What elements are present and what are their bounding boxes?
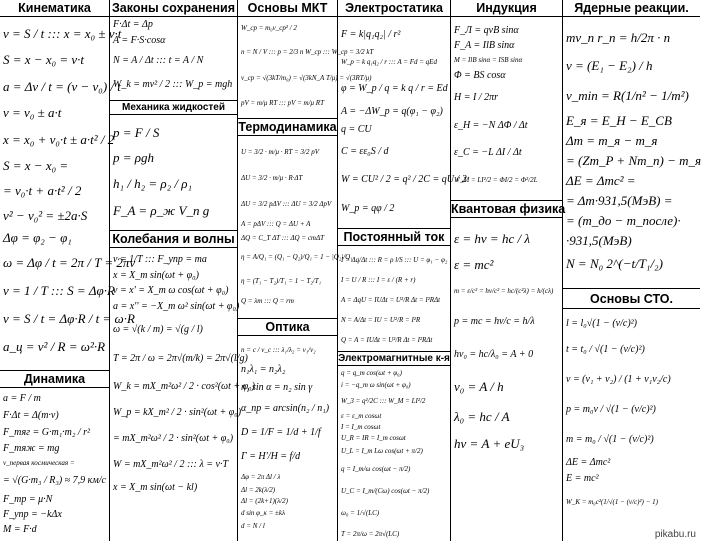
formula: Δl = 2k(λ/2) xyxy=(241,486,276,494)
formula: I = I_m cosωt xyxy=(341,423,381,431)
formula: W_p = qφ / 2 xyxy=(341,203,395,214)
formula: m = ε/c² = hν/c² = hc/(c²λ) = h/(cλ) xyxy=(454,287,554,295)
formula: a = F / m xyxy=(3,393,41,404)
formula: N = N₀ 2^(−t/T₁/₂) xyxy=(566,256,663,271)
formula: ν = 1 / T ::: S = Δφ·R xyxy=(3,283,115,298)
formula: E = mc² xyxy=(566,473,599,484)
formula: = v₀·t + a·t² / 2 xyxy=(3,183,82,198)
formula: p = m₀v / √(1 − (v/c)²) xyxy=(566,404,656,415)
formula: H = I / 2πr xyxy=(454,92,498,103)
fluids-formulas xyxy=(110,115,237,223)
formula: pV = m/μ RT ::: pV = m/μ RT xyxy=(241,99,324,107)
formula: C = εε₀S / d xyxy=(341,146,389,157)
formula: p = mc = hν/c = h/λ xyxy=(454,316,535,327)
formula: ε = hν = hc / λ xyxy=(454,231,530,246)
formula: x = x₀ + v₀·t ± a·t² / 2 xyxy=(3,132,115,147)
formula: Q = λm ::: Q = rm xyxy=(241,297,294,305)
thermo-section xyxy=(238,118,353,318)
formula: a = x'' = −X_m ω² sin(ωt + φ₀) xyxy=(113,301,240,312)
nuclear-section xyxy=(563,0,700,288)
formula: W_M = LI²/2 = ΦI/2 = Φ²/2L xyxy=(454,176,538,184)
formula: v = v₀ ± a·t xyxy=(3,105,62,120)
formula: ω = √(k / m) = √(g / l) xyxy=(113,324,203,335)
formula: N = A / Δt ::: t = A / N xyxy=(113,55,204,66)
formula: E_я = E_H − E_CB xyxy=(566,113,672,128)
formula: W_k = mX_m²ω² / 2 · cos²(ωt + φ₀) xyxy=(113,381,255,392)
formula: ΔE = Δmc² = xyxy=(566,173,636,188)
emwaves-formulas xyxy=(338,366,450,544)
formula: I = Δq/Δt ::: R = ρ l/S ::: U = φ₁ − φ₂ xyxy=(341,256,448,264)
formula: hν = A + eU₃ xyxy=(454,436,525,451)
formula: D = 1/F = 1/d + 1/f xyxy=(241,427,321,438)
column-nuclear xyxy=(563,0,700,541)
sto-title: Основы СТО. xyxy=(563,289,700,309)
formula: n₁ sin α = n₂ sin γ xyxy=(241,382,313,393)
formula: ν_min = R(1/n² − 1/m²) xyxy=(566,88,689,103)
formula: A = pΔV ::: Q = ΔU + A xyxy=(241,220,311,228)
formula: η = A/Q₁ = (Q₁ − Q₂)/Q₁ = 1 − |Q₂|/Q₁ xyxy=(241,253,353,261)
formula: U_R = IR = I_m cosωt xyxy=(341,434,406,442)
formula: m = m₀ / √(1 − (v/c)²) xyxy=(566,434,654,445)
formula: F_A = ρ_ж V_п g xyxy=(113,203,210,218)
formula: v_ср = √(3kT/m₀) = √(3kN_A T/μ) = √(3RT/μ) xyxy=(241,74,372,82)
formula: ε = mc² xyxy=(454,257,494,272)
formula: ν = 1/T ::: F_упр = ma xyxy=(113,254,207,265)
formula: ΔQ = C_T ΔT ::: ΔQ = cmΔT xyxy=(241,234,324,242)
formula: Φ = BS cosα xyxy=(454,70,506,81)
formula: ΔU = 3/2 · m/μ · R·ΔT xyxy=(241,174,303,182)
formula: Δφ = 2π Δl / λ xyxy=(241,473,281,481)
formula: n₁λ₁ = n₂λ₂ xyxy=(241,364,286,375)
formula: x = X_m sin(ωt − kl) xyxy=(113,482,198,493)
formula: ω₀ = 1/√(LC) xyxy=(341,509,380,517)
formula: t = t₀ / √(1 − (v/c)²) xyxy=(566,344,645,355)
formula: d sin φ_к = ±kλ xyxy=(241,509,286,517)
formula: Γ = H'/H = f/d xyxy=(241,451,301,462)
dc-formulas xyxy=(338,246,450,350)
column-induction xyxy=(451,0,566,541)
formula: p = F / S xyxy=(113,125,160,140)
optics-formulas xyxy=(238,336,337,533)
oscillations-formulas xyxy=(110,248,255,498)
formula: hν₀ = hc/λ₀ = A + 0 xyxy=(454,349,534,360)
formula: ω = Δφ / t = 2π / T = 2πν xyxy=(3,255,136,270)
formula: q = CU xyxy=(341,124,372,135)
formula: W_k = mv² / 2 ::: W_p = mgh xyxy=(113,79,233,90)
column-electricity xyxy=(338,0,467,541)
thermo-formulas xyxy=(238,136,353,309)
formula: Δm = m_я − m_я xyxy=(566,133,658,148)
mkt-title: Основы МКТ xyxy=(238,0,337,17)
dynamics-title: Динамика xyxy=(0,371,109,388)
formula: n = c / v_c ::: λ₁/λ₂ = v₁/v₂ xyxy=(241,346,316,354)
dynamics-formulas xyxy=(0,388,109,537)
dc-section xyxy=(338,228,450,351)
formula: a = Δv / t = (v − v₀) / t xyxy=(3,79,121,94)
induction-section xyxy=(451,0,562,200)
formula: F_A = IlB sinα xyxy=(454,40,515,51)
formula: λ₀ = hc / A xyxy=(454,409,510,424)
formula: F_Л = qvB sinα xyxy=(454,25,519,36)
formula: n = N / V ::: p = 2/3 n W_ср ::: W_ср = 3/2 kT xyxy=(241,48,374,56)
quantum-title: Квантовая физика xyxy=(451,202,566,216)
formula: W_ср = m₀v_ср² / 2 xyxy=(241,24,297,32)
formula: = (m_до − m_после)· xyxy=(566,213,681,228)
formula: l = l₀√(1 − (v/c)²) xyxy=(566,318,637,329)
formula: U_L = I_m Lω cos(ωt + π/2) xyxy=(341,447,423,455)
nuclear-title: Ядерные реакции. xyxy=(563,0,700,17)
formula: v² − v₀² = ±2a·S xyxy=(3,208,88,223)
formula: ε = ε_m cosωt xyxy=(341,412,382,420)
formula: ε_H = −N ΔΦ / Δt xyxy=(454,120,528,131)
formula: φ = W_p / q = k q / r = Ed xyxy=(341,83,448,94)
sto-formulas xyxy=(563,309,700,517)
formula: F_тяг = G·m₁·m₂ / r² xyxy=(3,427,91,438)
formula: F = k|q₁q₂| / r² xyxy=(341,29,401,40)
formula: a_ц = v² / R = ω²·R xyxy=(3,339,106,354)
formula: W_K = m₀c²(1/√(1 − (v/c)²) − 1) xyxy=(566,498,658,506)
formula: T = 2π/ω = 2π√(LC) xyxy=(341,530,400,538)
formula: h₁ / h₂ = ρ₂ / ρ₁ xyxy=(113,176,193,191)
formula: F·Δt = Δ(m·v) xyxy=(3,410,59,421)
formula: mv_n r_n = h/2π · n xyxy=(566,30,671,45)
formula: q = q_m cos(ωt + φ₀) xyxy=(341,369,402,377)
formula: W_p = k q₁q₂ / r ::: A = Fd = qEd xyxy=(341,58,437,66)
optics-title: Оптика xyxy=(238,319,337,336)
formula: W_p = kX_m² / 2 · sin²(ωt + φ₀) xyxy=(113,407,242,418)
formula: F_тр = μ·N xyxy=(3,494,53,505)
formula: ν = (E₁ − E₂) / h xyxy=(566,58,653,73)
thermo-title: Термодинамика xyxy=(238,120,337,134)
kinematics-title: Кинематика xyxy=(0,0,109,17)
formula: Δφ = φ₂ − φ₁ xyxy=(3,230,72,245)
formula: M = F·d xyxy=(3,524,37,535)
formula: I = U / R ::: I = ε / (R + r) xyxy=(341,276,416,284)
induction-title: Индукция xyxy=(451,0,562,17)
nuclear-formulas xyxy=(563,17,700,277)
formula: ε_C = −L ΔI / Δt xyxy=(454,147,522,158)
formula: η = (T₁ − T₂)/T₁ = 1 − T₂/T₁ xyxy=(241,277,322,285)
formula: ΔE = Δmc² xyxy=(566,457,611,468)
electrostatics-title: Электростатика xyxy=(338,0,450,17)
formula: F·Δt = Δp xyxy=(113,19,153,30)
quantum-section xyxy=(451,200,566,541)
formula: N = A/Δt = IU = U²/R = I²R xyxy=(341,316,421,324)
formula: T = 2π / ω = 2π√(m/k) = 2π√(l/g) xyxy=(113,353,248,364)
formula: = (Zm_P + Nm_n) − m_я xyxy=(566,153,701,168)
formula: W_3 = q²/2C ::: W_M = LI²/2 xyxy=(341,397,426,405)
formula: M = IlB sinα = ISB sinα xyxy=(454,56,523,64)
emwaves-section xyxy=(338,351,450,541)
formula: A = F·S·cosα xyxy=(113,35,166,46)
formula: W = CU² / 2 = q² / 2C = qU / 2 xyxy=(341,174,467,185)
formula: A = ΔqU = IUΔt = U²/R Δt = I²RΔt xyxy=(341,296,441,304)
formula: F_тяж = mg xyxy=(3,443,60,454)
formula: S = x − x₀ = v·t xyxy=(3,52,85,67)
fluids-title: Механика жидкостей xyxy=(110,101,237,115)
formula: Q = A = IUΔt = U²/R Δt = I²RΔt xyxy=(341,336,433,344)
formula: i = −q_m ω sin(ωt + φ₀) xyxy=(341,381,411,389)
formula: p = ρgh xyxy=(113,150,155,165)
dynamics-section xyxy=(0,370,109,541)
formula: = mX_m²ω² / 2 · sin²(ωt + φ₀) xyxy=(113,433,234,444)
conservation-title: Законы сохранения xyxy=(111,1,236,15)
emwaves-title: Электромагнитные к-я xyxy=(338,353,450,364)
formula: v = S / t = Δφ·R / t = ω·R xyxy=(3,311,135,326)
formula: d = N / l xyxy=(241,522,265,530)
quantum-formulas xyxy=(451,218,562,456)
formula: = Δm·931,5(МэВ) = xyxy=(566,193,673,208)
oscillations-title: Колебания и волны xyxy=(110,231,237,248)
electrostatics-formulas xyxy=(338,17,467,223)
formula: α_пр = arcsin(n₂ / n₁) xyxy=(241,403,330,414)
formula: ·931,5(МэВ) xyxy=(566,233,632,248)
dc-title: Постоянный ток xyxy=(338,229,450,246)
formula: U = 3/2 · m/μ · RT = 3/2 pV xyxy=(241,148,319,156)
fluids-section xyxy=(110,100,237,230)
formula: = √(G·m₃ / R₃) ≈ 7,9 км/с xyxy=(3,475,106,486)
formula: x = X_m sin(ωt + φ₀) xyxy=(113,270,199,281)
formula: A = −ΔW_p = q(φ₁ − φ₂) xyxy=(341,106,443,117)
formula: v = x' = X_m ω cos(ωt + φ₀) xyxy=(113,285,229,296)
formula: F_упр = −kΔx xyxy=(3,509,62,520)
electrostatics-section xyxy=(338,0,467,228)
formula: v = S / t ::: x = x₀ ± v·t xyxy=(3,26,122,41)
formula: S = x − x₀ = xyxy=(3,158,69,173)
formula: Δl = (2k+1)(λ/2) xyxy=(241,497,288,505)
formula: v_первая космическая = xyxy=(3,459,75,467)
formula: W = mX_m²ω² / 2 ::: λ = v·T xyxy=(113,459,229,470)
watermark: pikabu.ru xyxy=(654,529,696,540)
induction-formulas xyxy=(451,17,562,194)
formula: U_C = I_m/(Cω) cos(ωt − π/2) xyxy=(341,487,430,495)
sto-section xyxy=(563,288,700,541)
conservation-formulas xyxy=(110,17,237,97)
formula: ΔU = 3/2 pΔV ::: ΔU = 3/2 ΔpV xyxy=(241,200,332,208)
conservation-section xyxy=(110,0,237,100)
formula: q = I_m/ω cos(ωt − π/2) xyxy=(341,465,411,473)
formula: v₀ = A / h xyxy=(454,379,504,394)
formula: v = (v₁ + v₂) / (1 + v₁v₂/c) xyxy=(566,374,671,385)
optics-section xyxy=(238,318,337,541)
